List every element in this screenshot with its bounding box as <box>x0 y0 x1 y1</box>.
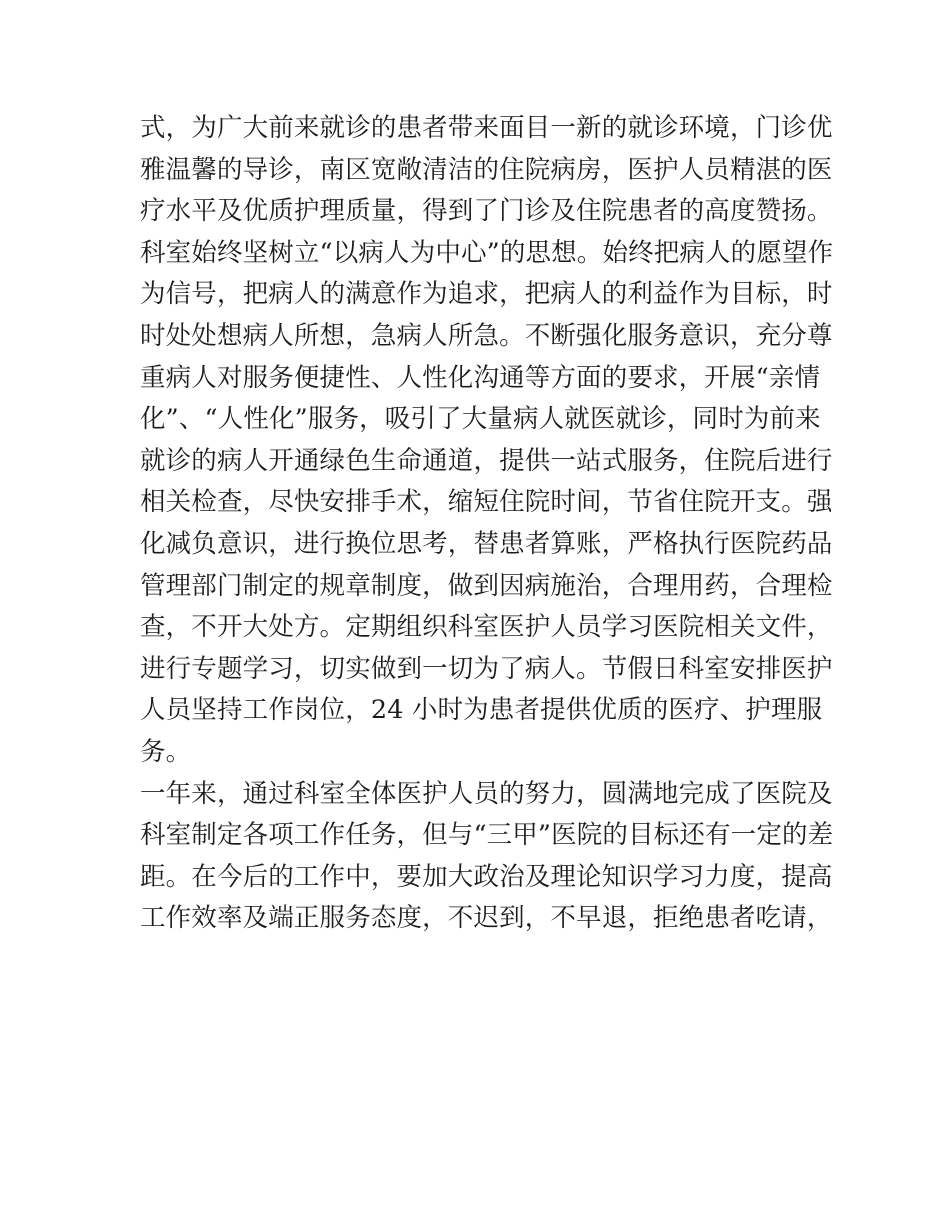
text-line: 为信号，把病人的满意作为追求，把病人的利益作为目标，时 <box>140 279 833 310</box>
text-line: 相关检查，尽快安排手术，缩短住院时间，节省住院开支。强 <box>140 487 833 518</box>
text-line: 雅温馨的导诊，南区宽敞清洁的住院病房，医护人员精湛的医 <box>140 154 833 185</box>
text-line: 就诊的病人开通绿色生命通道，提供一站式服务，住院后进行 <box>140 445 833 476</box>
text-line: 式，为广大前来就诊的患者带来面目一新的就诊环境，门诊优 <box>140 113 833 143</box>
text-line: 科室始终坚树立“以病人为中心”的思想。始终把病人的愿望作 <box>140 237 834 268</box>
text-line: 时处处想病人所想，急病人所急。不断强化服务意识，充分尊 <box>140 320 833 351</box>
text-line: 管理部门制定的规章制度，做到因病施治，合理用药，合理检 <box>140 570 833 601</box>
body-text <box>140 108 834 940</box>
text-line: 科室制定各项工作任务，但与“三甲”医院的目标还有一定的差 <box>140 820 834 851</box>
text-line: 进行专题学习，切实做到一切为了病人。节假日科室安排医护 <box>140 653 833 684</box>
text-line: 距。在今后的工作中，要加大政治及理论知识学习力度，提高 <box>140 861 833 892</box>
text-line: 重病人对服务便捷性、人性化沟通等方面的要求，开展“亲情 <box>140 362 821 393</box>
text-line: 务。 <box>140 736 192 767</box>
text-line: 疗水平及优质护理质量，得到了门诊及住院患者的高度赞扬。 <box>140 196 833 227</box>
text-line: 查，不开大处方。定期组织科室医护人员学习医院相关文件， <box>140 612 833 643</box>
text-line: 一年来，通过科室全体医护人员的努力，圆满地完成了医院及 <box>140 778 833 809</box>
text-line: 工作效率及端正服务态度，不迟到，不早退，拒绝患者吃请， <box>140 903 833 934</box>
text-line: 人员坚持工作岗位，24 小时为患者提供优质的医疗、护理服 <box>140 695 823 726</box>
text-line: 化”、“人性化”服务，吸引了大量病人就医就诊，同时为前来 <box>140 404 821 435</box>
text-line: 化减负意识，进行换位思考，替患者算账，严格执行医院药品 <box>140 528 833 559</box>
